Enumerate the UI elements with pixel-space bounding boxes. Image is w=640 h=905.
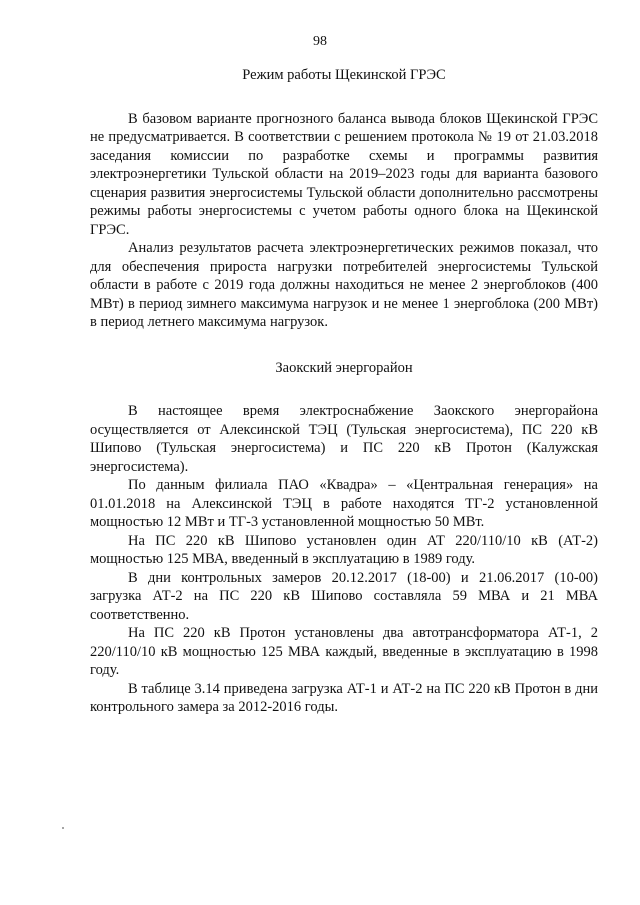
paragraph: На ПС 220 кВ Протон установлены два автотрансформатора АТ-1, 2 220/110/10 кВ мощностью 125 МВА каждый, введенные в эксплуатацию в 1998 году. (90, 625, 598, 678)
paragraph: В настоящее время электроснабжение Заокского энергорайона осуществляется от Алексинской ТЭЦ (Тульская энергосистема), ПС 220 кВ Шипово (Тульская энергосистема) и ПС 220 кВ Протон (Калужская энергосистема). (90, 403, 598, 475)
paragraph: По данным филиала ПАО «Квадра» – «Центральная генерация» на 01.01.2018 на Алексинской ТЭЦ в работе находятся ТГ-2 установленной мощностью 12 МВт и ТГ-3 установленной мощностью 50 МВт. (90, 477, 598, 530)
paragraph: В базовом варианте прогнозного баланса вывода блоков Щекинской ГРЭС не предусматривается. В соответствии с решением протокола № 19 от 21.03.2018 заседания комиссии по разработке схемы и программы развития электроэнергетики Тульской области на 2019–2023 годы для варианта базового сценария развития энергосистемы Тульской области дополнительно рассмотрены режимы работы энергосистемы с учетом работы одного блока на Щекинской ГРЭС. (90, 110, 598, 238)
section-heading-shchekino: Режим работы Щекинской ГРЭС (242, 67, 446, 83)
paragraph: В таблице 3.14 приведена загрузка АТ-1 и АТ-2 на ПС 220 кВ Протон в дни контрольного замера за 2012-2016 годы. (90, 680, 598, 715)
paragraph: В дни контрольных замеров 20.12.2017 (18-00) и 21.06.2017 (10-00) загрузка АТ-2 на ПС 220 кВ Шипово составляла 59 МВА и 21 МВА соответственно. (90, 569, 598, 623)
page-number: 98 (313, 34, 327, 49)
section-heading-zaoksky: Заокский энергорайон (275, 359, 413, 376)
paragraph: На ПС 220 кВ Шипово установлен один АТ 220/110/10 кВ (АТ-2) мощностью 125 МВА, введенный в эксплуатацию в 1989 году. (90, 532, 598, 567)
scan-speck (62, 827, 64, 829)
document-body (90, 58, 598, 717)
paragraph: Анализ результатов расчета электроэнергетических режимов показал, что для обеспечения прироста нагрузки потребителей энергосистемы Тульской области в работе с 2019 года должны находиться не менее 2 энергоблоков (400 МВт) в период зимнего максимума нагрузок и не менее 1 энергоблока (200 МВт) в период летнего максимума нагрузок. (90, 240, 598, 330)
